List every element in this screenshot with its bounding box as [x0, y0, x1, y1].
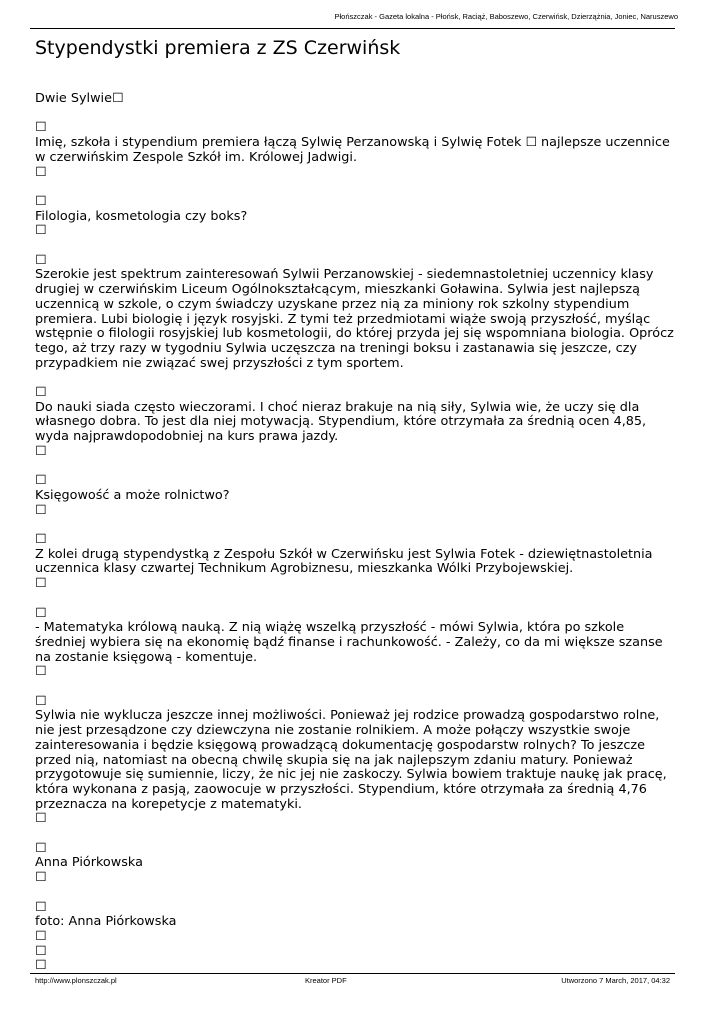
placeholder-box: ☐ — [35, 605, 47, 621]
paragraph-intro: Imię, szkoła i stypendium premiera łączą Sylwię Perzanowską i Sylwię Fotek ☐ najlepsze uczennice w czerwińskim Zespole Szkół im. Królowej Jadwigi. — [35, 135, 670, 165]
footer-url: http://www.plonszczak.pl — [35, 976, 117, 985]
paragraph-fotek: Z kolei drugą stypendystką z Zespołu Szkół w Czerwińsku jest Sylwia Fotek - dziewiętnastoletnia uczennica klasy czwartej Technikum Agrobiznesu, mieszkanka Wólki Przybojewskiej. — [35, 546, 653, 577]
paragraph-nauka: Do nauki siada często wieczorami. I choć nieraz brakuje na nią siły, Sylwia wie, że uczy się dla własnego dobra. To jest dla niej motywacją. Stypendium, które otrzymała za średnią ocen 4,85, wyda najprawdopodobniej na kurs prawa jazdy. — [35, 399, 647, 445]
placeholder-box: ☐ — [35, 532, 47, 547]
subheading-ksiegowosc: Księgowość a może rolnictwo? — [35, 487, 230, 503]
placeholder-box: ☐ — [35, 443, 47, 459]
paragraph-rolnictwo: Sylwia nie wyklucza jeszcze innej możliwości. Ponieważ jej rodzice prowadzą gospodarstwo rolne, nie jest przesądzone czy dziewczyna nie zostanie rolnikiem. A może połączy wszystkie swoje zainteresowania i będzie księgową prowadzącą dokumentację gospodarstw rolnych? To jeszcze przed nią, natomiast na obecną chwilę skupia się na jak najlepszym zdaniu matury. Ponieważ przygotowuje się sumiennie, liczy, że nic jej nie zaskoczy. Sylwia bowiem traktuje naukę jak pracę, która wykonana z pasją, zaowocuje w przyszłości. Stypendium, które otrzymała za średnią 4,76 przeznacza na korepetycje z matematyki. — [35, 708, 667, 812]
paragraph-perzanowska: Szerokie jest spektrum zainteresowań Sylwii Perzanowskiej - siedemnastoletniej uczennicy klasy drugiej w czerwińskim Liceum Ogólnokształcącym, mieszkanki Goławina. Sylwia jest najlepszą uczennicą w szkole, o czym świadczy uzyskane przez nią za miniony rok szkolny stypendium premiera. Lubi biologię i język rosyjski. Z tymi też przedmiotami wiąże swoją przyszłość, myśląc wstępnie o filologii rosyjskiej lub kosmetologii, do której przyda jej się wspomniana biologia. Oprócz tego, aż trzy razy w tygodniu Sylwia uczęszcza na treningi boksu i zastanawia się jeszcze, czy przypadkiem nie związać swej przyszłości z tym sportem. — [35, 267, 674, 371]
placeholder-box: ☐ — [35, 385, 47, 400]
footer-generator: Kreator PDF — [305, 976, 347, 985]
site-header: Płońszczak - Gazeta lokalna - Płońsk, Raciąż, Baboszewo, Czerwińsk, Dzierzążnia, Joniec, Naruszewo — [334, 12, 678, 21]
placeholder-box: ☐ — [35, 693, 47, 709]
placeholder-box: ☐ — [35, 502, 47, 518]
subheading-filologia: Filologia, kosmetologia czy boks? — [35, 208, 248, 224]
footer-created: Utworzono 7 March, 2017, 04:32 — [561, 976, 670, 985]
placeholder-box: ☐ — [35, 223, 47, 239]
placeholder-box: ☐ — [35, 870, 47, 886]
article-body — [35, 92, 675, 974]
placeholder-box: ☐ — [35, 899, 47, 915]
article-title: Stypendystki premiera z ZS Czerwińsk — [35, 37, 401, 59]
placeholder-box: ☐ — [35, 958, 47, 974]
placeholder-box: ☐ — [35, 928, 47, 944]
placeholder-box: ☐ — [35, 811, 47, 827]
placeholder-box: ☐ — [35, 164, 47, 180]
footer-divider — [30, 973, 675, 974]
placeholder-box: ☐ — [35, 252, 47, 268]
placeholder-box: ☐ — [35, 840, 47, 856]
paragraph-matematyka: - Matematyka królową nauką. Z nią wiążę wszelką przyszłość - mówi Sylwia, która po szkole średniej wybiera się na ekonomię bądź finanse i rachunkowość. - Zależy, co da mi większe szanse na zostanie księgową - komentuje. — [35, 620, 663, 665]
article-lead: Dwie Sylwie☐ — [35, 91, 124, 106]
photo-credit: foto: Anna Piórkowska — [35, 914, 177, 930]
placeholder-box: ☐ — [35, 664, 47, 680]
author: Anna Piórkowska — [35, 855, 143, 871]
placeholder-box: ☐ — [35, 943, 47, 959]
header-divider — [30, 28, 675, 29]
placeholder-box: ☐ — [35, 120, 47, 136]
placeholder-box: ☐ — [35, 193, 47, 209]
placeholder-box: ☐ — [35, 576, 47, 592]
placeholder-box: ☐ — [35, 473, 47, 489]
